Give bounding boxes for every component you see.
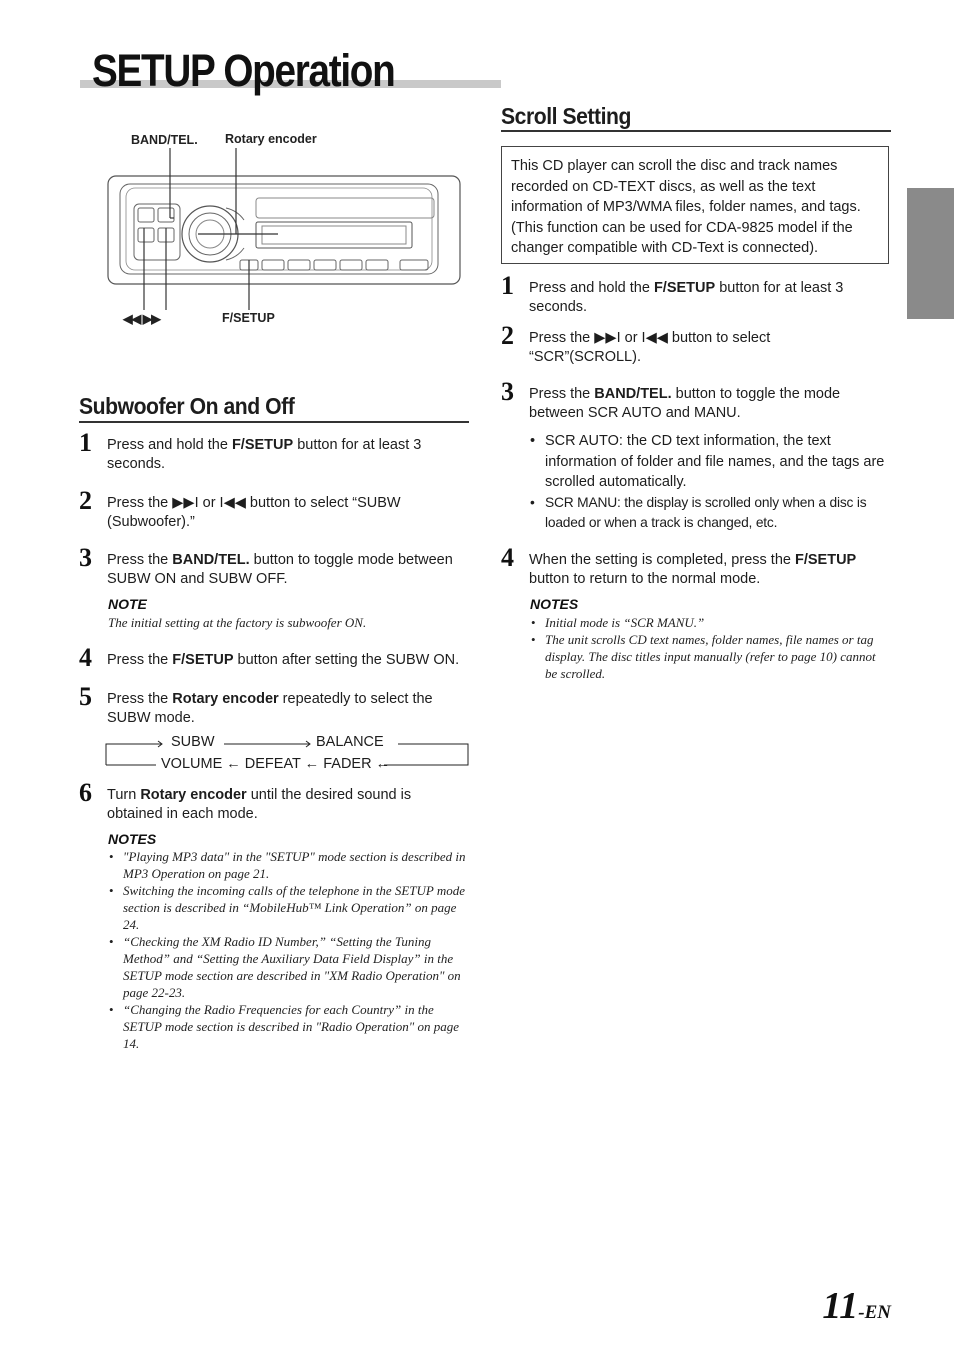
skip-buttons-label: ◀◀ ▶▶ [123, 312, 160, 326]
subwoofer-step-5-text: Press the Rotary encoder repeatedly to select the SUBW mode. [107, 691, 433, 726]
rotary-encoder-label: Rotary encoder [225, 132, 317, 146]
subwoofer-heading: Subwoofer On and Off [79, 393, 295, 419]
flow-balance: BALANCE [316, 734, 384, 750]
subwoofer-notes-list [108, 848, 468, 1052]
scroll-step-2-text: Press the ▶▶I or I◀◀ button to select “SCR”(SCROLL). [529, 330, 771, 365]
subwoofer-note-heading: NOTE [108, 596, 147, 612]
scroll-step-1-text: Press and hold the F/SETUP button for at least 3 seconds. [529, 280, 844, 315]
scroll-step-1-number: 1 [501, 271, 514, 300]
scroll-step-3-text: Press the BAND/TEL. button to toggle the mode between SCR AUTO and MANU. [529, 386, 841, 421]
scroll-step-2-number: 2 [501, 321, 514, 350]
head-unit-diagram [100, 148, 470, 310]
subwoofer-step-3-text: Press the BAND/TEL. button to toggle mode between SUBW ON and SUBW OFF. [107, 552, 453, 587]
subwoofer-step-3-number: 3 [79, 543, 92, 572]
subwoofer-step-2-text: Press the ▶▶I or I◀◀ button to select “SUBW (Subwoofer).” [107, 495, 401, 530]
scroll-heading-rule [501, 130, 891, 132]
scroll-notes-heading: NOTES [530, 596, 579, 612]
subwoofer-note-text: The initial setting at the factory is subwoofer ON. [108, 615, 367, 630]
scroll-notes-list [530, 614, 885, 682]
subwoofer-step-6-number: 6 [79, 778, 92, 807]
section-side-tab [907, 188, 954, 319]
list-item: • SCR MANU: the display is scrolled only when a disc is loaded or when a track is changed, etc. [529, 493, 891, 534]
list-item: • "Playing MP3 data" in the "SETUP" mode section is described in MP3 Operation on page 21. [108, 848, 468, 882]
subwoofer-step-4-number: 4 [79, 643, 92, 672]
list-item: • Initial mode is “SCR MANU.” [530, 614, 885, 631]
subwoofer-step-1-text: Press and hold the F/SETUP button for at least 3 seconds. [107, 437, 422, 472]
scroll-heading: Scroll Setting [501, 103, 631, 129]
page-title: SETUP Operation [92, 45, 395, 96]
scroll-step-4-number: 4 [501, 543, 514, 572]
scroll-step-3-number: 3 [501, 377, 514, 406]
subwoofer-step-4-text: Press the F/SETUP button after setting the SUBW ON. [107, 652, 460, 668]
subwoofer-step-5-number: 5 [79, 682, 92, 711]
list-item: • “Changing the Radio Frequencies for each Country” in the SETUP mode section is described in "Radio Operation" on page 14. [108, 1001, 468, 1052]
scroll-step-4-text: When the setting is completed, press the F/SETUP button to return to the normal mode. [529, 552, 857, 587]
subwoofer-step-2-number: 2 [79, 486, 92, 515]
flow-subw: SUBW [171, 734, 215, 750]
subwoofer-heading-rule [79, 421, 469, 423]
subwoofer-step-6-text: Turn Rotary encoder until the desired sound is obtained in each mode. [107, 787, 412, 822]
band-tel-label: BAND/TEL. [131, 133, 198, 147]
list-item: • SCR AUTO: the CD text information, the text information of folder and file names, and the tags are scrolled automatically. [529, 431, 891, 493]
list-item: • The unit scrolls CD text names, folder names, file names or tag display. The disc titles input manually (refer to page 10) cannot be scrolled. [530, 631, 885, 682]
list-item: • “Checking the XM Radio ID Number,” “Setting the Tuning Method” and “Setting the Auxiliary Data Field Display” in the SETUP mode section are described in "XM Radio Operation" on page 22-23. [108, 933, 468, 1001]
page-number: 11-EN [822, 1285, 891, 1327]
scroll-info-box: This CD player can scroll the disc and track names recorded on CD-TEXT discs, as well as the text information of MP3/WMA files, folder names, and tags. (This function can be used for CDA-9825 model if the changer compatible with CD-Text is connected). [501, 146, 889, 264]
subwoofer-step-1-number: 1 [79, 428, 92, 457]
flow-bottom-row: VOLUME ← DEFEAT ← FADER ← [161, 756, 391, 772]
list-item: • Switching the incoming calls of the telephone in the SETUP mode section is described in “MobileHub™ Link Operation” on page 24. [108, 882, 468, 933]
scroll-mode-bullets [529, 431, 891, 534]
f-setup-label: F/SETUP [222, 311, 275, 325]
subwoofer-notes-heading: NOTES [108, 831, 157, 847]
